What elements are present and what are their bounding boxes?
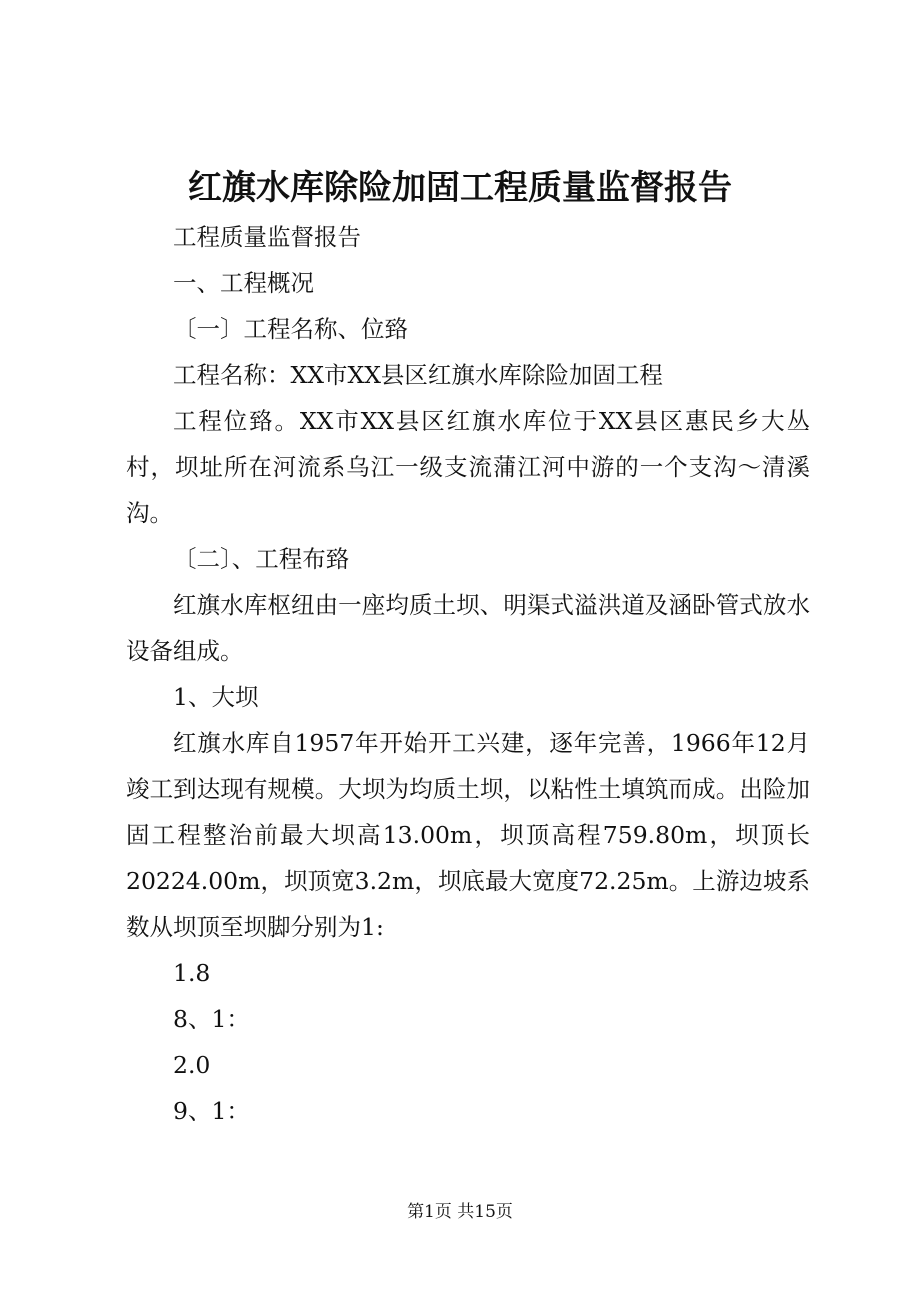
paragraph-hub-composition: 红旗水库枢纽由一座均质土坝、明渠式溢洪道及涵卧管式放水设备组成。 xyxy=(126,591,810,665)
paragraph-report-heading: 工程质量监督报告 xyxy=(173,223,361,251)
page-number-footer: 第1页 共15页 xyxy=(407,1202,513,1222)
paragraph-section-overview: 一、工程概况 xyxy=(173,269,314,297)
paragraph-slope-1: 1.8 xyxy=(173,959,211,987)
paragraph-slope-3: 2.0 xyxy=(173,1051,211,1079)
paragraph-slope-4: 9、1： xyxy=(173,1097,250,1125)
paragraph-project-name: 工程名称：XX市XX县区红旗水库除险加固工程 xyxy=(173,361,663,389)
paragraph-dam-heading: 1、大坝 xyxy=(173,683,259,711)
document-body xyxy=(126,214,810,1134)
document-title: 红旗水库除险加固工程质量监督报告 xyxy=(188,168,732,208)
paragraph-dam-description: 红旗水库自1957年开始开工兴建，逐年完善，1966年12月竣工到达现有规模。大坝为均质土坝，以粘性土填筑而成。出险加固工程整治前最大坝高13.00m，坝顶高程759.80m，坝顶长20224.00m，坝顶宽3.2m，坝底最大宽度72.25m。上游边坡系数从坝顶至坝脚分别为1: xyxy=(126,729,810,941)
paragraph-subsection-name-location: 〔一〕工程名称、位臵 xyxy=(173,315,408,343)
paragraph-subsection-layout: 〔二〕、工程布臵 xyxy=(173,545,350,573)
paragraph-slope-2: 8、1： xyxy=(173,1005,250,1033)
paragraph-project-location: 工程位臵。XX市XX县区红旗水库位于XX县区惠民乡大丛村，坝址所在河流系乌江一级支流蒲江河中游的一个支沟～清溪沟。 xyxy=(126,407,810,527)
